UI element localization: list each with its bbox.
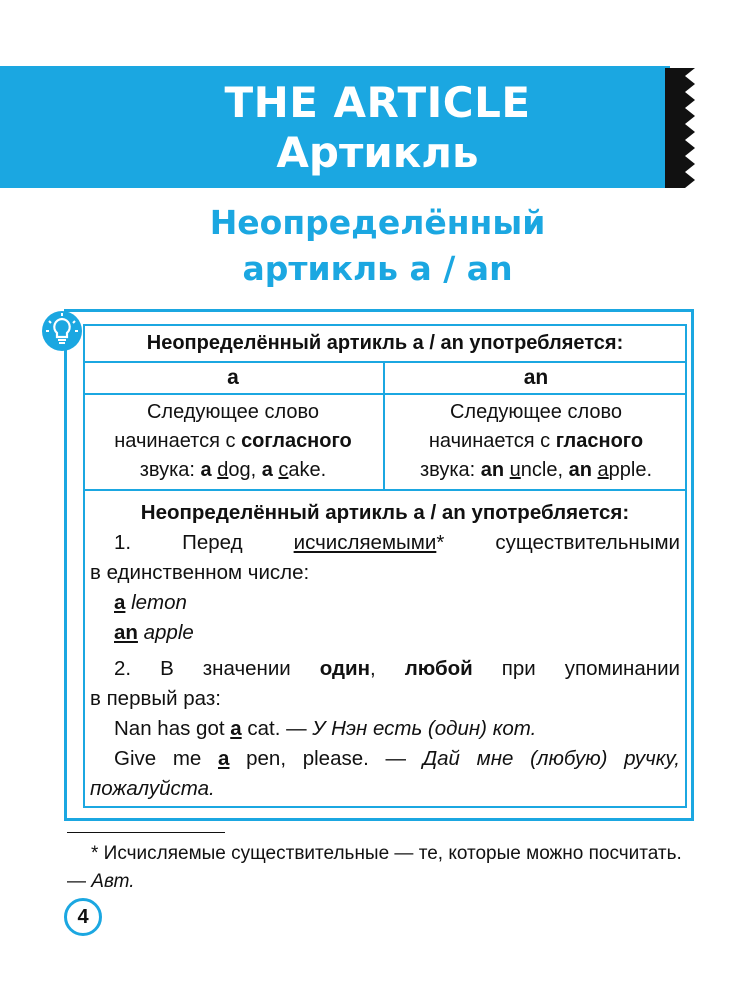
- title-english: THE ARTICLE: [224, 78, 531, 127]
- example-lemon: a lemon: [114, 591, 187, 614]
- title-russian: Артикль: [276, 128, 479, 177]
- page-title: [0, 78, 755, 178]
- column-header-an: an: [523, 366, 549, 389]
- section-subtitle: [0, 200, 755, 292]
- column-header-a: a: [227, 366, 239, 389]
- footnote-divider: [67, 832, 225, 833]
- rule-2: 2. В значении один, любой при упоминании: [114, 657, 680, 680]
- rule-1: 1. Перед исчисляемыми* существительными: [114, 531, 680, 554]
- cell-a-description: Следующее слово начинается с согласного звука: a dog, a cake.: [114, 401, 352, 481]
- subtitle-line-1: Неопределённый: [209, 203, 546, 242]
- footnote: * Исчисляемые существительные — те, которые можно посчитать. — Авт.: [67, 843, 682, 892]
- example-apple: an apple: [114, 621, 194, 644]
- lightbulb-icon: [40, 309, 84, 353]
- rule-2-continued: в первый раз:: [90, 687, 221, 710]
- page-number: 4: [64, 898, 102, 936]
- rule-table-heading: Неопределённый артикль a / an употребляется:: [146, 331, 624, 354]
- example-pen-continued: пожалуйста.: [90, 777, 215, 800]
- cell-an-description: Следующее слово начинается с гласного звука: an uncle, an apple.: [419, 401, 653, 481]
- table-divider: [83, 489, 687, 491]
- example-pen: Give me a pen, please. — Дай мне (любую) ручку,: [114, 747, 680, 770]
- usage-heading: Неопределённый артикль a / an употребляется:: [140, 501, 630, 524]
- subtitle-line-2: артикль a / an: [242, 249, 513, 288]
- example-cat: Nan has got a cat. — У Нэн есть (один) кот.: [114, 717, 537, 740]
- usage-rules: [90, 498, 680, 804]
- rule-1-continued: в единственном числе:: [90, 561, 310, 584]
